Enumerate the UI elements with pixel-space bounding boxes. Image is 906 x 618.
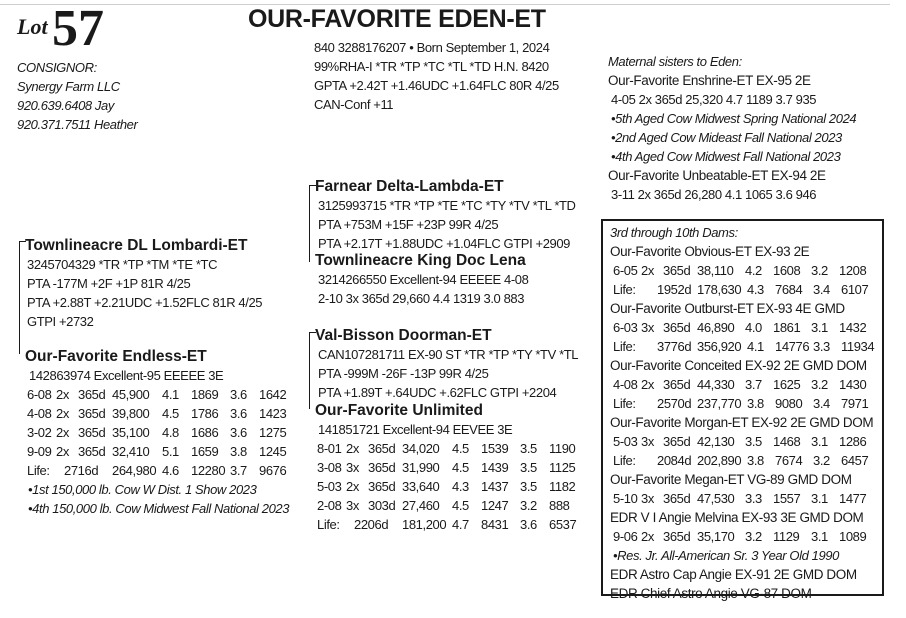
- record-cell: 6-08: [27, 387, 52, 402]
- unlimited-record-row: [315, 458, 589, 477]
- record-cell: 7674: [775, 453, 803, 468]
- record-cell: 2x: [56, 406, 69, 421]
- farnear-line-2: PTA +753M +15F +23P 99R 4/25: [318, 217, 499, 232]
- dam-name: EDR Astro Cap Angie EX-91 2E GMD DOM: [610, 567, 857, 582]
- record-cell: 1437: [481, 479, 509, 494]
- unlimited-name: Our-Favorite Unlimited: [315, 402, 483, 419]
- doorman-line-2: PTA -999M -26F -13P 99R 4/25: [318, 366, 489, 381]
- record-cell: 4.3: [452, 479, 469, 494]
- record-cell: 1275: [259, 425, 287, 440]
- record-cell: 35,100: [112, 425, 150, 440]
- record-cell: 365d: [663, 491, 691, 506]
- dam-record-row: [610, 375, 883, 394]
- endless-record-row: [25, 442, 299, 461]
- sister2-record: 3-11 2x 365d 26,280 4.1 1065 3.6 946: [611, 187, 817, 202]
- dam-record-row: [610, 527, 883, 546]
- maternal-sisters: [608, 52, 856, 204]
- record-cell: 3.4: [813, 282, 830, 297]
- record-cell: 4.0: [745, 320, 762, 335]
- record-cell: 181,200: [402, 517, 447, 532]
- consignor-farm: Synergy Farm LLC: [17, 79, 120, 94]
- record-cell: 3.6: [230, 387, 247, 402]
- record-cell: 303d: [368, 498, 396, 513]
- sister2-name: Our-Favorite Unbeatable-ET EX-94 2E: [608, 168, 826, 183]
- record-cell: 4.2: [745, 263, 762, 278]
- record-cell: 2716d: [64, 463, 99, 478]
- record-cell: Life:: [317, 517, 340, 532]
- dam-life-row: [610, 451, 883, 470]
- eden-rha-line: 99%RHA-I *TR *TP *TC *TL *TD H.N. 8420: [314, 59, 549, 74]
- record-cell: 6537: [549, 517, 577, 532]
- record-cell: 4.1: [162, 387, 179, 402]
- record-cell: 3.1: [811, 434, 828, 449]
- record-cell: 1439: [481, 460, 509, 475]
- record-cell: 365d: [78, 444, 106, 459]
- record-cell: 1686: [191, 425, 219, 440]
- record-cell: 5-03: [317, 479, 342, 494]
- record-cell: 3.6: [230, 406, 247, 421]
- consignor-phone-jay: 920.639.6408 Jay: [17, 98, 114, 113]
- record-cell: 2x: [346, 479, 359, 494]
- record-cell: 3-08: [317, 460, 342, 475]
- record-cell: 4-08: [613, 377, 638, 392]
- record-cell: 3.1: [811, 529, 828, 544]
- record-cell: 8-01: [317, 441, 342, 456]
- record-cell: 7684: [775, 282, 803, 297]
- record-cell: 1642: [259, 387, 287, 402]
- endless-record-row: [25, 385, 299, 404]
- consignor-phone-heather: 920.371.7511 Heather: [17, 117, 138, 132]
- record-cell: 3x: [641, 434, 654, 449]
- unlimited-record-row: [315, 439, 589, 458]
- record-cell: 31,990: [402, 460, 440, 475]
- record-cell: 4-08: [27, 406, 52, 421]
- record-cell: 9-06: [613, 529, 638, 544]
- endless-record-row: [25, 423, 299, 442]
- record-cell: 3.7: [745, 377, 762, 392]
- farnear-line-3: PTA +2.17T +1.88UDC +1.04FLC GTPI +2909: [318, 236, 571, 251]
- record-cell: 3.3: [813, 339, 830, 354]
- lombardi-line-4: GTPI +2732: [27, 314, 94, 329]
- record-cell: 4.6: [162, 463, 179, 478]
- record-cell: 3.2: [520, 498, 537, 513]
- record-cell: 2x: [56, 444, 69, 459]
- record-cell: 1089: [839, 529, 867, 544]
- record-cell: 1861: [773, 320, 801, 335]
- record-cell: 365d: [368, 441, 396, 456]
- record-cell: Life:: [613, 453, 636, 468]
- unlimited-id-line: 141851721 Excellent-94 EEVEE 3E: [318, 422, 513, 437]
- record-cell: 3.5: [520, 479, 537, 494]
- record-cell: 12280: [191, 463, 226, 478]
- record-cell: 3.3: [745, 491, 762, 506]
- doorman-block: [315, 326, 578, 402]
- king-doc-name: Townlineacre King Doc Lena: [315, 252, 526, 269]
- record-cell: 1423: [259, 406, 287, 421]
- doorman-line-1: CAN107281711 EX-90 ST *TR *TP *TY *TV *TL: [318, 347, 579, 362]
- record-cell: 1125: [549, 460, 576, 475]
- record-cell: 8431: [481, 517, 509, 532]
- sister1-record: 4-05 2x 365d 25,320 4.7 1189 3.7 935: [611, 92, 817, 107]
- record-cell: 365d: [78, 387, 106, 402]
- king-doc-block: [315, 251, 528, 308]
- lot-label: Lot: [17, 14, 48, 39]
- record-cell: 1557: [773, 491, 801, 506]
- record-cell: 3.5: [520, 460, 537, 475]
- dam-name: EDR V I Angie Melvina EX-93 3E GMD DOM: [610, 510, 864, 525]
- record-cell: 365d: [663, 434, 691, 449]
- endless-block: [25, 347, 299, 518]
- eden-info: [314, 38, 559, 114]
- record-cell: 6-03: [613, 320, 638, 335]
- record-cell: 1608: [773, 263, 801, 278]
- endless-id-line: 142863974 Excellent-95 EEEEE 3E: [29, 368, 224, 383]
- record-cell: Life:: [27, 463, 50, 478]
- sister1-award-2: •2nd Aged Cow Mideast Fall National 2023: [611, 130, 842, 145]
- record-cell: 3.2: [813, 453, 830, 468]
- king-doc-line-1: 3214266550 Excellent-94 EEEEE 4-08: [318, 272, 529, 287]
- record-cell: 9080: [775, 396, 803, 411]
- dam-record-row: [610, 318, 883, 337]
- record-cell: 1245: [259, 444, 287, 459]
- record-cell: 4.7: [452, 517, 469, 532]
- record-cell: 1786: [191, 406, 219, 421]
- record-cell: 39,800: [112, 406, 150, 421]
- dam-life-row: [610, 394, 883, 413]
- record-cell: 1430: [839, 377, 867, 392]
- farnear-name: Farnear Delta-Lambda-ET: [315, 178, 504, 195]
- record-cell: 3x: [346, 460, 359, 475]
- record-cell: 11934: [841, 339, 875, 354]
- record-cell: 365d: [78, 406, 106, 421]
- record-cell: 3.5: [520, 441, 537, 456]
- record-cell: 4.3: [747, 282, 764, 297]
- lombardi-line-2: PTA -177M +2F +1P 81R 4/25: [27, 276, 191, 291]
- record-cell: 264,980: [112, 463, 157, 478]
- record-cell: 4.8: [162, 425, 179, 440]
- record-cell: 3x: [641, 320, 654, 335]
- record-cell: 3.8: [230, 444, 247, 459]
- record-cell: 178,630: [697, 282, 742, 297]
- eden-gpta-line: GPTA +2.42T +1.46UDC +1.64FLC 80R 4/25: [314, 78, 559, 93]
- record-cell: 365d: [663, 263, 691, 278]
- sister1-award-1: •5th Aged Cow Midwest Spring National 2024: [611, 111, 857, 126]
- record-cell: Life:: [613, 282, 636, 297]
- record-cell: 1869: [191, 387, 219, 402]
- record-cell: 14776: [775, 339, 810, 354]
- eden-reg-line: 840 3288176207 • Born September 1, 2024: [314, 40, 550, 55]
- record-cell: 1477: [839, 491, 867, 506]
- sister1-award-3: •4th Aged Cow Midwest Fall National 2023: [611, 149, 841, 164]
- record-cell: 4.1: [747, 339, 764, 354]
- dam-name: Our-Favorite Megan-ET VG-89 GMD DOM: [610, 472, 852, 487]
- unlimited-record-row: [315, 477, 589, 496]
- lot-number: 57: [52, 0, 104, 57]
- record-cell: 1286: [839, 434, 867, 449]
- record-cell: 1247: [481, 498, 509, 513]
- record-cell: 5.1: [162, 444, 179, 459]
- record-cell: 38,110: [697, 263, 734, 278]
- king-doc-line-2: 2-10 3x 365d 29,660 4.4 1319 3.0 883: [318, 291, 525, 306]
- record-cell: 1190: [549, 441, 576, 456]
- record-cell: 6107: [841, 282, 869, 297]
- record-cell: 3.1: [811, 320, 828, 335]
- record-cell: 3.6: [230, 425, 247, 440]
- record-cell: 365d: [663, 377, 691, 392]
- unlimited-record-row: [315, 496, 589, 515]
- record-cell: 44,330: [697, 377, 735, 392]
- dams-heading: 3rd through 10th Dams:: [610, 225, 738, 240]
- consignor-label: CONSIGNOR:: [17, 60, 97, 75]
- record-cell: 3776d: [657, 339, 692, 354]
- dam-record-row: [610, 489, 883, 508]
- record-cell: Life:: [613, 339, 636, 354]
- record-cell: 9-09: [27, 444, 52, 459]
- record-cell: 1952d: [657, 282, 692, 297]
- record-cell: 3-02: [27, 425, 52, 440]
- endless-award-1: •1st 150,000 lb. Cow W Dist. 1 Show 2023: [28, 482, 257, 497]
- record-cell: 2x: [56, 425, 69, 440]
- record-cell: 2x: [641, 263, 654, 278]
- record-cell: 365d: [663, 320, 691, 335]
- record-cell: 2206d: [354, 517, 389, 532]
- record-cell: 1432: [839, 320, 867, 335]
- unlimited-life-row: [315, 515, 589, 534]
- lombardi-line-3: PTA +2.88T +2.21UDC +1.52FLC 81R 4/25: [27, 295, 263, 310]
- record-cell: 1468: [773, 434, 801, 449]
- record-cell: 9676: [259, 463, 287, 478]
- record-cell: 3.8: [747, 396, 764, 411]
- record-cell: 1539: [481, 441, 509, 456]
- record-cell: 1659: [191, 444, 219, 459]
- record-cell: 3.2: [811, 377, 828, 392]
- record-cell: 365d: [368, 479, 396, 494]
- record-cell: 45,900: [112, 387, 150, 402]
- endless-life-row: [25, 461, 299, 480]
- unlimited-block: [315, 401, 589, 534]
- record-cell: 365d: [663, 529, 691, 544]
- record-cell: 2-08: [317, 498, 342, 513]
- dam-name: Our-Favorite Morgan-ET EX-92 2E GMD DOM: [610, 415, 874, 430]
- record-cell: 3.2: [745, 529, 762, 544]
- record-cell: 3x: [641, 491, 654, 506]
- record-cell: 6457: [841, 453, 869, 468]
- record-cell: 1182: [549, 479, 576, 494]
- record-cell: 42,130: [697, 434, 735, 449]
- dams-box: [601, 219, 884, 601]
- record-cell: 2084d: [657, 453, 692, 468]
- endless-name: Our-Favorite Endless-ET: [25, 348, 207, 365]
- lombardi-line-1: 3245704329 *TR *TP *TM *TE *TC: [27, 257, 218, 272]
- record-cell: 3.6: [520, 517, 537, 532]
- doorman-name: Val-Bisson Doorman-ET: [315, 327, 492, 344]
- record-cell: 35,170: [697, 529, 735, 544]
- record-cell: 356,920: [697, 339, 742, 354]
- record-cell: 1129: [773, 529, 800, 544]
- dam-life-row: [610, 337, 883, 356]
- record-cell: 3.1: [811, 491, 828, 506]
- endless-award-2: •4th 150,000 lb. Cow Midwest Fall National 2023: [28, 501, 290, 516]
- record-cell: 365d: [78, 425, 106, 440]
- dam-record-row: [610, 432, 883, 451]
- dam-name: Our-Favorite Outburst-ET EX-93 4E GMD: [610, 301, 845, 316]
- record-cell: 3.5: [745, 434, 762, 449]
- farnear-line-1: 3125993715 *TR *TP *TE *TC *TY *TV *TL *TD: [318, 198, 576, 213]
- record-cell: 365d: [368, 460, 396, 475]
- dam-award: •Res. Jr. All-American Sr. 3 Year Old 1990: [613, 548, 839, 563]
- record-cell: 34,020: [402, 441, 440, 456]
- page-title: OUR-FAVORITE EDEN-ET: [248, 5, 546, 33]
- record-cell: 237,770: [697, 396, 742, 411]
- record-cell: 4.5: [452, 441, 469, 456]
- record-cell: 4.5: [452, 498, 469, 513]
- record-cell: 1625: [773, 377, 801, 392]
- record-cell: 7971: [841, 396, 869, 411]
- record-cell: 3.8: [747, 453, 764, 468]
- record-cell: 5-03: [613, 434, 638, 449]
- record-cell: 4.5: [452, 460, 469, 475]
- record-cell: 3.2: [811, 263, 828, 278]
- record-cell: 2x: [641, 529, 654, 544]
- sister1-name: Our-Favorite Enshrine-ET EX-95 2E: [608, 73, 811, 88]
- maternal-heading: Maternal sisters to Eden:: [608, 54, 742, 69]
- record-cell: Life:: [613, 396, 636, 411]
- record-cell: 2x: [346, 441, 359, 456]
- lombardi-block: [25, 236, 262, 331]
- record-cell: 32,410: [112, 444, 150, 459]
- lombardi-name: Townlineacre DL Lombardi-ET: [25, 237, 248, 254]
- record-cell: 5-10: [613, 491, 638, 506]
- record-cell: 888: [549, 498, 570, 513]
- record-cell: 46,890: [697, 320, 735, 335]
- record-cell: 6-05: [613, 263, 638, 278]
- consignor-block: [17, 58, 137, 134]
- endless-record-row: [25, 404, 299, 423]
- dam-name: Our-Favorite Conceited EX-92 2E GMD DOM: [610, 358, 867, 373]
- doorman-line-3: PTA +1.89T +.64UDC +.62FLC GTPI +2204: [318, 385, 557, 400]
- record-cell: 3x: [346, 498, 359, 513]
- record-cell: 2570d: [657, 396, 692, 411]
- record-cell: 47,530: [697, 491, 735, 506]
- dam-record-row: [610, 261, 883, 280]
- dam-name: EDR Chief Astro Angie VG-87 DOM: [610, 586, 812, 601]
- dam-life-row: [610, 280, 883, 299]
- record-cell: 2x: [641, 377, 654, 392]
- farnear-block: [315, 177, 576, 253]
- dam-name: Our-Favorite Obvious-ET EX-93 2E: [610, 244, 810, 259]
- record-cell: 3.4: [813, 396, 830, 411]
- record-cell: 4.5: [162, 406, 179, 421]
- record-cell: 1208: [839, 263, 867, 278]
- record-cell: 202,890: [697, 453, 742, 468]
- record-cell: 33,640: [402, 479, 440, 494]
- record-cell: 2x: [56, 387, 69, 402]
- eden-conf-line: CAN-Conf +11: [314, 97, 394, 112]
- record-cell: 27,460: [402, 498, 440, 513]
- record-cell: 3.7: [230, 463, 247, 478]
